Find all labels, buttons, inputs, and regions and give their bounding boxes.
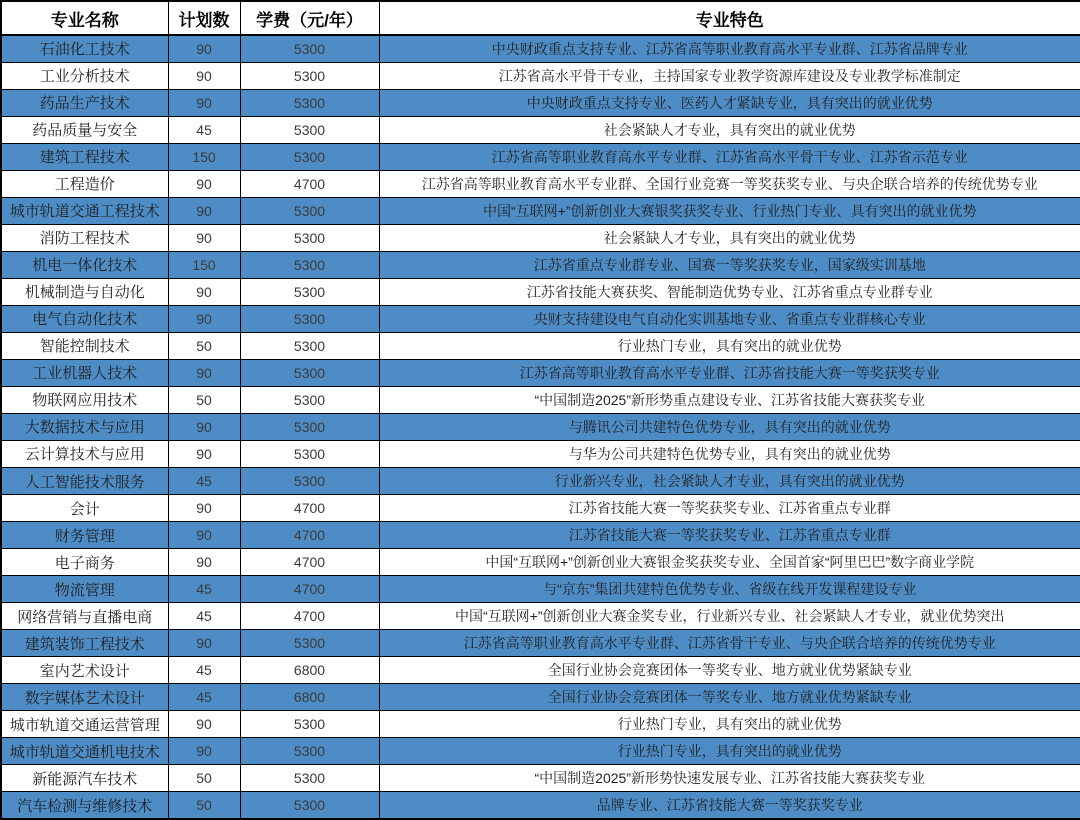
table-row <box>1 386 1080 413</box>
major-name-cell: 机电一体化技术 <box>1 251 168 278</box>
plan-count-cell: 45 <box>168 684 240 711</box>
major-name-cell: 大数据技术与应用 <box>1 413 168 440</box>
table-row <box>1 359 1080 386</box>
features-cell: 中央财政重点支持专业、医药人才紧缺专业，具有突出的就业优势 <box>379 89 1080 116</box>
table-row <box>1 413 1080 440</box>
tuition-cell: 5300 <box>240 386 379 413</box>
major-name-cell: 城市轨道交通机电技术 <box>1 738 168 765</box>
table-row <box>1 468 1080 495</box>
features-cell: 行业新兴专业，社会紧缺人才专业，具有突出的就业优势 <box>379 468 1080 495</box>
tuition-cell: 5300 <box>240 359 379 386</box>
table-row <box>1 711 1080 738</box>
header-row <box>1 1 1080 35</box>
tuition-cell: 5300 <box>240 224 379 251</box>
tuition-cell: 5300 <box>240 332 379 359</box>
major-name-cell: 云计算技术与应用 <box>1 440 168 467</box>
features-cell: “中国制造2025”新形势重点建设专业、江苏省技能大赛获奖专业 <box>379 386 1080 413</box>
plan-count-cell: 90 <box>168 440 240 467</box>
tuition-cell: 6800 <box>240 684 379 711</box>
table-row <box>1 305 1080 332</box>
plan-count-cell: 90 <box>168 170 240 197</box>
major-name-cell: 室内艺术设计 <box>1 657 168 684</box>
features-cell: 江苏省高等职业教育高水平专业群、江苏省骨干专业、与央企联合培养的传统优势专业 <box>379 630 1080 657</box>
plan-count-cell: 90 <box>168 549 240 576</box>
plan-count-cell: 90 <box>168 89 240 116</box>
table-row <box>1 765 1080 792</box>
plan-count-cell: 90 <box>168 413 240 440</box>
table-row <box>1 738 1080 765</box>
tuition-cell: 5300 <box>240 35 379 62</box>
features-cell: 社会紧缺人才专业，具有突出的就业优势 <box>379 116 1080 143</box>
plan-count-cell: 90 <box>168 630 240 657</box>
tuition-cell: 5300 <box>240 711 379 738</box>
plan-count-cell: 45 <box>168 576 240 603</box>
features-cell: 行业热门专业，具有突出的就业优势 <box>379 711 1080 738</box>
table-row <box>1 792 1080 819</box>
major-name-cell: 物流管理 <box>1 576 168 603</box>
tuition-cell: 5300 <box>240 116 379 143</box>
table-row <box>1 278 1080 305</box>
major-name-cell: 电子商务 <box>1 549 168 576</box>
features-cell: 江苏省高等职业教育高水平专业群、江苏省技能大赛一等奖获奖专业 <box>379 359 1080 386</box>
table-row <box>1 657 1080 684</box>
major-name-cell: 新能源汽车技术 <box>1 765 168 792</box>
tuition-cell: 4700 <box>240 549 379 576</box>
tuition-cell: 5300 <box>240 765 379 792</box>
plan-count-cell: 90 <box>168 359 240 386</box>
table-header <box>1 1 1080 35</box>
major-name-cell: 建筑装饰工程技术 <box>1 630 168 657</box>
features-cell: 江苏省技能大赛一等奖获奖专业、江苏省重点专业群 <box>379 522 1080 549</box>
features-cell: 江苏省技能大赛获奖、智能制造优势专业、江苏省重点专业群专业 <box>379 278 1080 305</box>
tuition-cell: 5300 <box>240 62 379 89</box>
features-cell: 行业热门专业，具有突出的就业优势 <box>379 332 1080 359</box>
plan-count-cell: 90 <box>168 738 240 765</box>
major-name-cell: 电气自动化技术 <box>1 305 168 332</box>
tuition-cell: 5300 <box>240 305 379 332</box>
table-row <box>1 522 1080 549</box>
major-name-cell: 财务管理 <box>1 522 168 549</box>
table-row <box>1 630 1080 657</box>
major-name-cell: 城市轨道交通运营管理 <box>1 711 168 738</box>
tuition-cell: 5300 <box>240 792 379 819</box>
major-name-cell: 人工智能技术服务 <box>1 468 168 495</box>
table-row <box>1 35 1080 62</box>
table-row <box>1 440 1080 467</box>
plan-count-cell: 50 <box>168 332 240 359</box>
features-cell: 江苏省高等职业教育高水平专业群、全国行业竞赛一等奖获奖专业、与央企联合培养的传统优势专业 <box>379 170 1080 197</box>
table-row <box>1 89 1080 116</box>
plan-count-cell: 90 <box>168 495 240 522</box>
plan-count-cell: 45 <box>168 116 240 143</box>
tuition-cell: 6800 <box>240 657 379 684</box>
features-cell: 与“京东”集团共建特色优势专业、省级在线开发课程建设专业 <box>379 576 1080 603</box>
column-header-features: 专业特色 <box>379 1 1080 35</box>
tuition-cell: 4700 <box>240 603 379 630</box>
major-name-cell: 会计 <box>1 495 168 522</box>
major-name-cell: 数字媒体艺术设计 <box>1 684 168 711</box>
tuition-cell: 5300 <box>240 413 379 440</box>
table-row <box>1 549 1080 576</box>
table-row <box>1 495 1080 522</box>
features-cell: 中国“互联网+”创新创业大赛银奖获奖专业、行业热门专业、具有突出的就业优势 <box>379 197 1080 224</box>
table-row <box>1 170 1080 197</box>
features-cell: 江苏省重点专业群专业、国赛一等奖获奖专业，国家级实训基地 <box>379 251 1080 278</box>
features-cell: 社会紧缺人才专业，具有突出的就业优势 <box>379 224 1080 251</box>
major-name-cell: 汽车检测与维修技术 <box>1 792 168 819</box>
major-name-cell: 药品生产技术 <box>1 89 168 116</box>
table-row <box>1 332 1080 359</box>
features-cell: 江苏省技能大赛一等奖获奖专业、江苏省重点专业群 <box>379 495 1080 522</box>
plan-count-cell: 45 <box>168 657 240 684</box>
column-header-plan-count: 计划数 <box>168 1 240 35</box>
features-cell: 行业热门专业，具有突出的就业优势 <box>379 738 1080 765</box>
major-name-cell: 智能控制技术 <box>1 332 168 359</box>
table-body <box>1 35 1080 819</box>
plan-count-cell: 90 <box>168 522 240 549</box>
plan-count-cell: 90 <box>168 197 240 224</box>
features-cell: 中国“互联网+”创新创业大赛银金奖获奖专业、全国首家“阿里巴巴”数字商业学院 <box>379 549 1080 576</box>
table-row <box>1 116 1080 143</box>
tuition-cell: 5300 <box>240 197 379 224</box>
major-name-cell: 工业分析技术 <box>1 62 168 89</box>
major-name-cell: 机械制造与自动化 <box>1 278 168 305</box>
features-cell: 全国行业协会竞赛团体一等奖专业、地方就业优势紧缺专业 <box>379 684 1080 711</box>
plan-count-cell: 90 <box>168 62 240 89</box>
tuition-cell: 5300 <box>240 143 379 170</box>
features-cell: 中央财政重点支持专业、江苏省高等职业教育高水平专业群、江苏省品牌专业 <box>379 35 1080 62</box>
plan-count-cell: 45 <box>168 603 240 630</box>
features-cell: 中国“互联网+”创新创业大赛金奖专业，行业新兴专业、社会紧缺人才专业，就业优势突出 <box>379 603 1080 630</box>
tuition-cell: 4700 <box>240 495 379 522</box>
features-cell: 央财支持建设电气自动化实训基地专业、省重点专业群核心专业 <box>379 305 1080 332</box>
table-row <box>1 197 1080 224</box>
major-name-cell: 消防工程技术 <box>1 224 168 251</box>
major-name-cell: 物联网应用技术 <box>1 386 168 413</box>
plan-count-cell: 90 <box>168 711 240 738</box>
major-name-cell: 城市轨道交通工程技术 <box>1 197 168 224</box>
tuition-cell: 5300 <box>240 251 379 278</box>
plan-count-cell: 150 <box>168 251 240 278</box>
plan-count-cell: 50 <box>168 792 240 819</box>
features-cell: 全国行业协会竞赛团体一等奖专业、地方就业优势紧缺专业 <box>379 657 1080 684</box>
tuition-cell: 5300 <box>240 738 379 765</box>
features-cell: 与腾讯公司共建特色优势专业，具有突出的就业优势 <box>379 413 1080 440</box>
major-name-cell: 工程造价 <box>1 170 168 197</box>
features-cell: 江苏省高等职业教育高水平专业群、江苏省高水平骨干专业、江苏省示范专业 <box>379 143 1080 170</box>
tuition-cell: 5300 <box>240 630 379 657</box>
plan-count-cell: 90 <box>168 35 240 62</box>
table-row <box>1 143 1080 170</box>
column-header-tuition: 学费（元/年） <box>240 1 379 35</box>
table-row <box>1 62 1080 89</box>
features-cell: 江苏省高水平骨干专业，主持国家专业教学资源库建设及专业教学标准制定 <box>379 62 1080 89</box>
plan-count-cell: 90 <box>168 278 240 305</box>
plan-count-cell: 150 <box>168 143 240 170</box>
features-cell: 品牌专业、江苏省技能大赛一等奖获奖专业 <box>379 792 1080 819</box>
major-name-cell: 建筑工程技术 <box>1 143 168 170</box>
tuition-cell: 5300 <box>240 89 379 116</box>
features-cell: 与华为公司共建特色优势专业，具有突出的就业优势 <box>379 440 1080 467</box>
table-row <box>1 224 1080 251</box>
tuition-cell: 5300 <box>240 468 379 495</box>
table-row <box>1 684 1080 711</box>
tuition-cell: 4700 <box>240 522 379 549</box>
major-name-cell: 药品质量与安全 <box>1 116 168 143</box>
plan-count-cell: 90 <box>168 305 240 332</box>
tuition-cell: 4700 <box>240 576 379 603</box>
table-row <box>1 251 1080 278</box>
table-row <box>1 603 1080 630</box>
plan-count-cell: 50 <box>168 765 240 792</box>
plan-count-cell: 50 <box>168 386 240 413</box>
major-name-cell: 工业机器人技术 <box>1 359 168 386</box>
column-header-major-name: 专业名称 <box>1 1 168 35</box>
major-name-cell: 网络营销与直播电商 <box>1 603 168 630</box>
tuition-cell: 5300 <box>240 278 379 305</box>
major-name-cell: 石油化工技术 <box>1 35 168 62</box>
tuition-cell: 4700 <box>240 170 379 197</box>
plan-count-cell: 90 <box>168 224 240 251</box>
tuition-cell: 5300 <box>240 440 379 467</box>
plan-count-cell: 45 <box>168 468 240 495</box>
table-row <box>1 576 1080 603</box>
features-cell: “中国制造2025”新形势快速发展专业、江苏省技能大赛获奖专业 <box>379 765 1080 792</box>
